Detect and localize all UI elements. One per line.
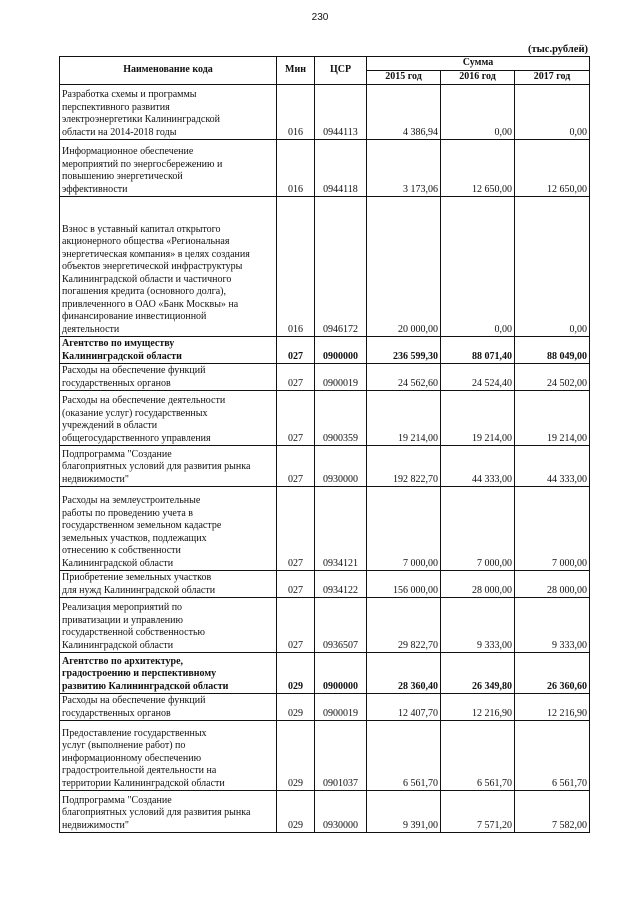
row-amount-2015: 28 360,40 [367,653,441,694]
header-year-2015: 2015 год [367,71,441,85]
header-csr: ЦСР [315,57,367,85]
row-amount-2015: 4 386,94 [367,85,441,140]
table-row [60,653,590,694]
row-amount-2015: 29 822,70 [367,598,441,653]
table-header [60,57,590,85]
row-name: Расходы на обеспечение функций государственных органов [60,694,277,721]
table-row [60,446,590,487]
row-name: Агентство по имуществу Калининградской области [60,337,277,364]
row-amount-2016: 24 524,40 [441,364,515,391]
table-row [60,85,590,140]
header-min: Мин [277,57,315,85]
row-name: Подпрограмма "Создание благоприятных условий для развития рынка недвижимости" [60,446,277,487]
row-min: 027 [277,391,315,446]
row-amount-2016: 28 000,00 [441,571,515,598]
row-csr: 0900019 [315,694,367,721]
row-min: 016 [277,140,315,197]
row-csr: 0934121 [315,487,367,571]
row-amount-2015: 6 561,70 [367,721,441,791]
row-name: Расходы на обеспечение деятельности (оказание услуг) государственных учреждений в области общегосударственного управления [60,391,277,446]
row-csr: 0944113 [315,85,367,140]
row-name: Разработка схемы и программы перспективного развития электроэнергетики Калининградской области на 2014-2018 годы [60,85,277,140]
row-amount-2017: 0,00 [515,197,590,337]
row-amount-2015: 192 822,70 [367,446,441,487]
row-csr: 0900000 [315,337,367,364]
row-amount-2016: 19 214,00 [441,391,515,446]
row-name: Расходы на землеустроительные работы по проведению учета в государственном земельном кадастре земельных участков, подлежащих отнесению к собственности Калининградской области [60,487,277,571]
row-min: 029 [277,791,315,833]
row-amount-2015: 236 599,30 [367,337,441,364]
row-csr: 0944118 [315,140,367,197]
row-amount-2016: 7 571,20 [441,791,515,833]
row-amount-2016: 44 333,00 [441,446,515,487]
row-csr: 0930000 [315,446,367,487]
row-name: Предоставление государственных услуг (выполнение работ) по информационному обеспечению градостроительной деятельности на территории Калининградской области [60,721,277,791]
row-amount-2016: 0,00 [441,197,515,337]
row-amount-2016: 88 071,40 [441,337,515,364]
units-label: (тыс.рублей) [527,44,588,55]
header-year-2016: 2016 год [441,71,515,85]
row-amount-2015: 3 173,06 [367,140,441,197]
row-name: Приобретение земельных участков для нужд Калининградской области [60,571,277,598]
row-amount-2017: 12 650,00 [515,140,590,197]
row-name: Расходы на обеспечение функций государственных органов [60,364,277,391]
row-amount-2016: 6 561,70 [441,721,515,791]
row-amount-2015: 7 000,00 [367,487,441,571]
table-row [60,694,590,721]
row-min: 029 [277,653,315,694]
table-row [60,721,590,791]
header-name: Наименование кода [60,57,277,85]
row-amount-2017: 26 360,60 [515,653,590,694]
row-amount-2015: 20 000,00 [367,197,441,337]
row-amount-2015: 156 000,00 [367,571,441,598]
row-amount-2017: 0,00 [515,85,590,140]
budget-table [59,56,590,833]
page-number: 230 [311,12,329,23]
row-csr: 0936507 [315,598,367,653]
row-amount-2017: 7 000,00 [515,487,590,571]
row-min: 027 [277,446,315,487]
table-row [60,337,590,364]
row-name: Взнос в уставный капитал открытого акционерного общества «Региональная энергетическая компания» в целях создания объектов энергетической инфраструктуры Калининградской области и частичного погашения кредита (основного долга), привлеченного в ОАО «Банк Москвы» на финансирование инвестиционной деятельности [60,197,277,337]
row-amount-2016: 9 333,00 [441,598,515,653]
row-csr: 0930000 [315,791,367,833]
row-amount-2015: 24 562,60 [367,364,441,391]
row-min: 029 [277,721,315,791]
row-amount-2016: 7 000,00 [441,487,515,571]
row-amount-2017: 28 000,00 [515,571,590,598]
row-amount-2015: 12 407,70 [367,694,441,721]
row-amount-2017: 6 561,70 [515,721,590,791]
row-amount-2016: 12 216,90 [441,694,515,721]
table-row [60,487,590,571]
row-csr: 0900000 [315,653,367,694]
row-csr: 0900019 [315,364,367,391]
header-year-2017: 2017 год [515,71,590,85]
row-amount-2017: 9 333,00 [515,598,590,653]
row-amount-2017: 44 333,00 [515,446,590,487]
row-amount-2017: 24 502,00 [515,364,590,391]
row-csr: 0900359 [315,391,367,446]
row-min: 029 [277,694,315,721]
row-min: 027 [277,337,315,364]
row-min: 027 [277,598,315,653]
row-csr: 0901037 [315,721,367,791]
row-csr: 0946172 [315,197,367,337]
row-amount-2017: 88 049,00 [515,337,590,364]
row-min: 016 [277,85,315,140]
row-min: 027 [277,571,315,598]
row-amount-2017: 19 214,00 [515,391,590,446]
table-row [60,791,590,833]
table-row [60,391,590,446]
row-name: Подпрограмма "Создание благоприятных условий для развития рынка недвижимости" [60,791,277,833]
row-name: Реализация мероприятий по приватизации и управлению государственной собственностью Калининградской области [60,598,277,653]
row-name: Агентство по архитектуре, градостроению и перспективному развитию Калининградской области [60,653,277,694]
row-amount-2015: 19 214,00 [367,391,441,446]
row-min: 016 [277,197,315,337]
row-amount-2017: 12 216,90 [515,694,590,721]
table-row [60,140,590,197]
row-amount-2016: 12 650,00 [441,140,515,197]
table-row [60,571,590,598]
row-csr: 0934122 [315,571,367,598]
row-amount-2016: 26 349,80 [441,653,515,694]
table-row [60,364,590,391]
table-row [60,598,590,653]
row-min: 027 [277,364,315,391]
row-name: Информационное обеспечение мероприятий по энергосбережению и повышению энергетической эффективности [60,140,277,197]
header-sum: Сумма [367,57,590,71]
row-amount-2015: 9 391,00 [367,791,441,833]
row-amount-2017: 7 582,00 [515,791,590,833]
table-body [60,85,590,833]
row-amount-2016: 0,00 [441,85,515,140]
table-row [60,197,590,337]
row-min: 027 [277,487,315,571]
